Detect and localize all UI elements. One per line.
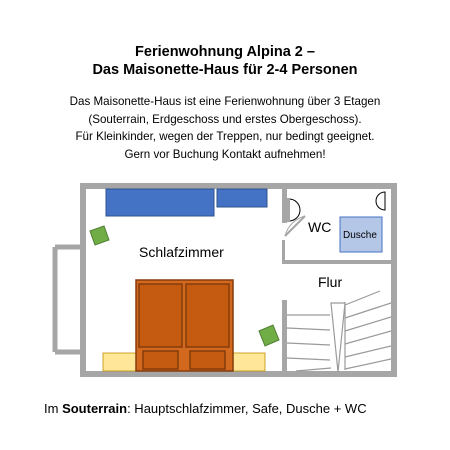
footer-prefix: Im [44,401,63,416]
room-label-shower: Dusche [343,230,377,241]
bay-window [55,247,82,352]
room-label-wc: WC [308,219,332,235]
wardrobes [106,189,267,216]
description-line-3: Für Kleinkinder, wegen der Treppen, nur bedingt geeignet. [75,130,375,143]
footer-caption [44,400,367,418]
double-bed [136,280,233,371]
room-label-hallway: Flur [318,274,343,290]
description-line-4: Gern vor Buchung Kontakt aufnehmen! [124,147,326,161]
footer-rest: : Hauptschlafzimmer, Safe, Dusche + WC [127,401,367,416]
description-line-1: Das Maisonette-Haus ist eine Ferienwohnung über 3 Etagen [69,95,381,108]
footer-bold: Souterrain [62,401,128,416]
description-line-2: (Souterrain, Erdgeschoss und erstes Obergeschoss). [88,112,362,126]
sink-icon [376,192,385,210]
title-line-1: Ferienwohnung Alpina 2 – [135,44,315,60]
plant-bottom-right [259,325,279,346]
wardrobe-large [106,189,214,216]
staircase [287,291,391,372]
plant-top-left [90,226,109,245]
room-label-bedroom: Schlafzimmer [139,244,224,260]
wardrobe-small [217,189,267,207]
title-line-2: Das Maisonette-Haus für 2-4 Personen [92,62,358,78]
